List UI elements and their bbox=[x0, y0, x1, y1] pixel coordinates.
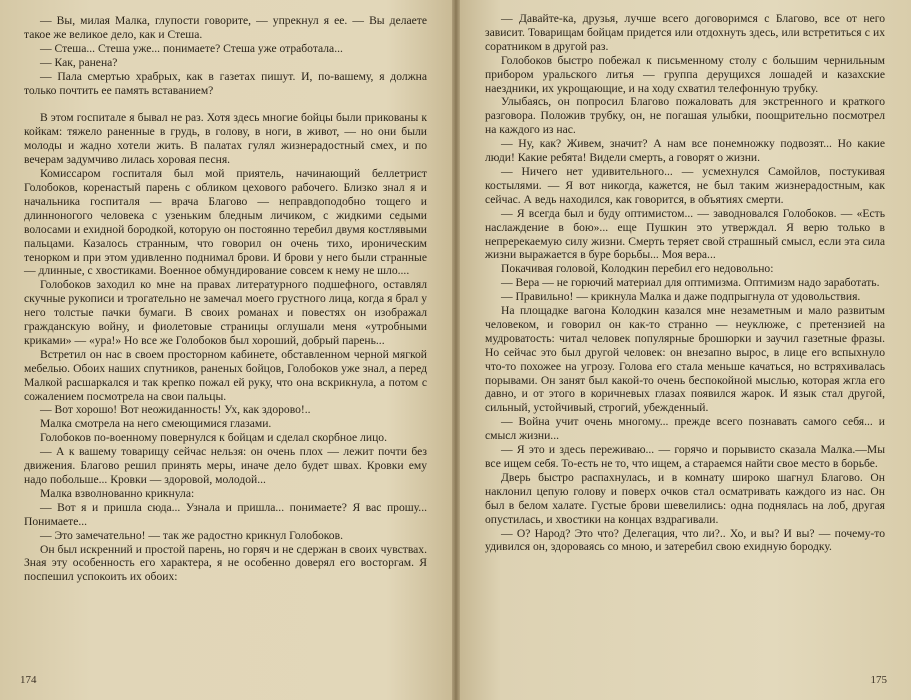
paragraph: На площадке вагона Колодкин казался мне незаметным и мало развитым человеком, и говорил он как-то странно — неуклюже, с претензией на мудроватость: читал человек популярные брошюрки и заучил газетные фразы. Но сейчас это был другой человек: он внезапно вырос, в лице его вспыхнуло что-то похожее на угрозу. Голова его стала меньше качаться, но встряхивалась порывами. Он занят был какой-то очень беспокойной мыслью, которая жгла его давно, и от этого в коричневых глазах появился жарок. И язык стал другой, сильный, устойчивый, строгий, убежденный. bbox=[485, 304, 885, 415]
paragraph: — Война учит очень многому... прежде всего познавать самого себя... и смысл жизни... bbox=[485, 415, 885, 443]
paragraph: Он был искренний и простой парень, но горяч и не сдержан в своих чувствах. Зная эту особенность его характера, я не особенно доверял его восторгам. Я поспешил успокоить их обоих: bbox=[24, 542, 427, 584]
paragraph: — Это замечательно! — так же радостно крикнул Голобоков. bbox=[40, 528, 343, 542]
paragraph: — Я это и здесь переживаю... — горячо и порывисто сказала Малка.—Мы все ищем себя. То-есть не то, что ищем, а стараемся найти свое место в борьбе. bbox=[485, 443, 885, 470]
paragraph: Малка смотрела на него смеющимися глазами. bbox=[40, 417, 272, 431]
paragraph: — Ну, как? Живем, значит? А нам все понемножку подвозят... Но какие люди! Какие ребята! Видели смерть, а говорят о жизни. bbox=[485, 137, 885, 165]
paragraph: — О? Народ? Это что? Делегация, что ли?.. Хо, и вы? И вы? — почему-то удивился он, здороваясь со мною, и затеребил свою ехидную бородку. bbox=[485, 526, 885, 554]
page-number: 175 bbox=[870, 674, 887, 686]
right-page bbox=[455, 0, 911, 700]
paragraph: — Вот я и пришла сюда... Узнала и пришла... понимаете? Я вас прошу... Понимаете... bbox=[24, 500, 427, 528]
paragraph: Встретил он нас в своем просторном кабинете, обставленном черной мягкой мебелью. Обоих наших спутников, раненых бойцов, Голобоков уже знал, а перед Малкой расшаркался и так крепко пожал ей руку, что она вскрикнула, а потом с сожалением посмотрела на свои пальцы. bbox=[24, 347, 427, 403]
paragraph: Голобоков по-военному повернулся к бойцам и сделал скорбное лицо. bbox=[40, 431, 387, 445]
paragraph: — Давайте-ка, друзья, лучше всего договоримся с Благово, все от него зависит. Товарищам бойцам придется или отдохнуть здесь, или встретиться с их соратником в другой раз. bbox=[485, 12, 885, 53]
paragraph: — Вы, милая Малка, глупости говорите, — упрекнул я ее. — Вы делаете такое же великое дело, как и Стеша. bbox=[24, 14, 427, 41]
paragraph: Комиссаром госпиталя был мой приятель, начинающий беллетрист Голобоков, коренастый парень с обликом цехового рабочего. Близко знал я и начальника госпиталя — врача Благово — неправдоподобно тощего и длинноногого человека с узеньким бледным личиком, с жидкими седыми волосами и ехидной бородкой, которую он постоянно теребил двумя костлявыми пальцами. Казалось странным, что говорил он очень тихо, ироническим тенорком и при этом удивленно поднимал брови. И брови у него были странные — длинные, с хвостиками. Военное обмундирование совсем к нему не шло.... bbox=[24, 167, 427, 278]
right-page-text bbox=[485, 12, 885, 554]
paragraph: — Правильно! — крикнула Малка и даже подпрыгнула от удовольствия. bbox=[501, 290, 861, 304]
paragraph: В этом госпитале я бывал не раз. Хотя здесь многие бойцы были прикованы к койкам: тяжело раненные в грудь, в голову, в ноги, в живот, — но они были молоды и жадно хотели жить. В палатах гулял жизнерадостный смех, и по вечерам задумчиво лилась хоровая песня. bbox=[24, 111, 427, 167]
paragraph: Голобоков быстро побежал к письменному столу с большим чернильным прибором уральского литья — группа дерущихся лошадей и казахские наездники, их укрощающие, и на ходу схватил телефонную трубку. bbox=[485, 53, 885, 95]
paragraph: — Вера — не горючий материал для оптимизма. Оптимизм надо заработать. bbox=[501, 276, 880, 290]
paragraph: Голобоков заходил ко мне на правах литературного подшефного, оставлял скучные рукописи и трогательно не замечал моего грустного лица, когда я брал у него толстые пачки бумаги. В своих романах и повестях он изображал гражданскую войну, и фиолетовые страницы оглушали меня «утробными криками» — «ура!» Но все же Голобоков был хороший, добрый парень... bbox=[24, 278, 427, 347]
paragraph: Покачивая головой, Колодкин перебил его недовольно: bbox=[501, 262, 774, 276]
left-page-text bbox=[24, 14, 427, 584]
paragraph: Улыбаясь, он попросил Благово пожаловать для экстренного и краткого разговора. Положив трубку, он, не погашая улыбки, поощрительно посмотрел на каждого из нас. bbox=[485, 95, 885, 137]
paragraph: — Я всегда был и буду оптимистом... — заводновался Голобоков. — «Есть наслаждение в бою»... еще Пушкин это утверждал. Я верю только в непререкаемую силу жизни. Смерть теряет свой страшный смысл, если эта сила жизни выражается в буре борьбы... Моя вера... bbox=[485, 206, 885, 262]
paragraph: — Вот хорошо! Вот неожиданность! Ух, как здорово!.. bbox=[40, 403, 311, 417]
paragraph: Дверь быстро распахнулась, и в комнату широко шагнул Благово. Он наклонил цепую голову и поверх очков стал осматривать каждого из нас. Он был в белом халате. Густые брови шевелились: одна поднялась на лоб, другая опустилась, и хвостики на концах вздрагивали. bbox=[485, 470, 885, 526]
paragraph: Малка взволнованно крикнула: bbox=[40, 486, 195, 500]
paragraph: — Пала смертью храбрых, как в газетах пишут. И, по-вашему, я должна только почтить ее память вставанием? bbox=[24, 69, 427, 97]
paragraph: — А к вашему товарищу сейчас нельзя: он очень плох — лежит почти без движения. Благово решил принять меры, иначе дело будет швах. Кровки ему надо побольше... Кровки — здоровой, молодой... bbox=[24, 445, 427, 486]
paragraph: — Ничего нет удивительного... — усмехнулся Самойлов, постукивая костылями. — Я вот никогда, кажется, не был таким жизнерадостным, как сейчас. А ведь находился, как говорится, в объятиях смерти. bbox=[485, 164, 885, 206]
paragraph: — Стеша... Стеша уже... понимаете? Стеша уже отработала... bbox=[40, 41, 343, 55]
paragraph: — Как, ранена? bbox=[40, 55, 118, 69]
book-gutter bbox=[452, 0, 460, 700]
page-number: 174 bbox=[20, 674, 37, 686]
left-page bbox=[0, 0, 455, 700]
